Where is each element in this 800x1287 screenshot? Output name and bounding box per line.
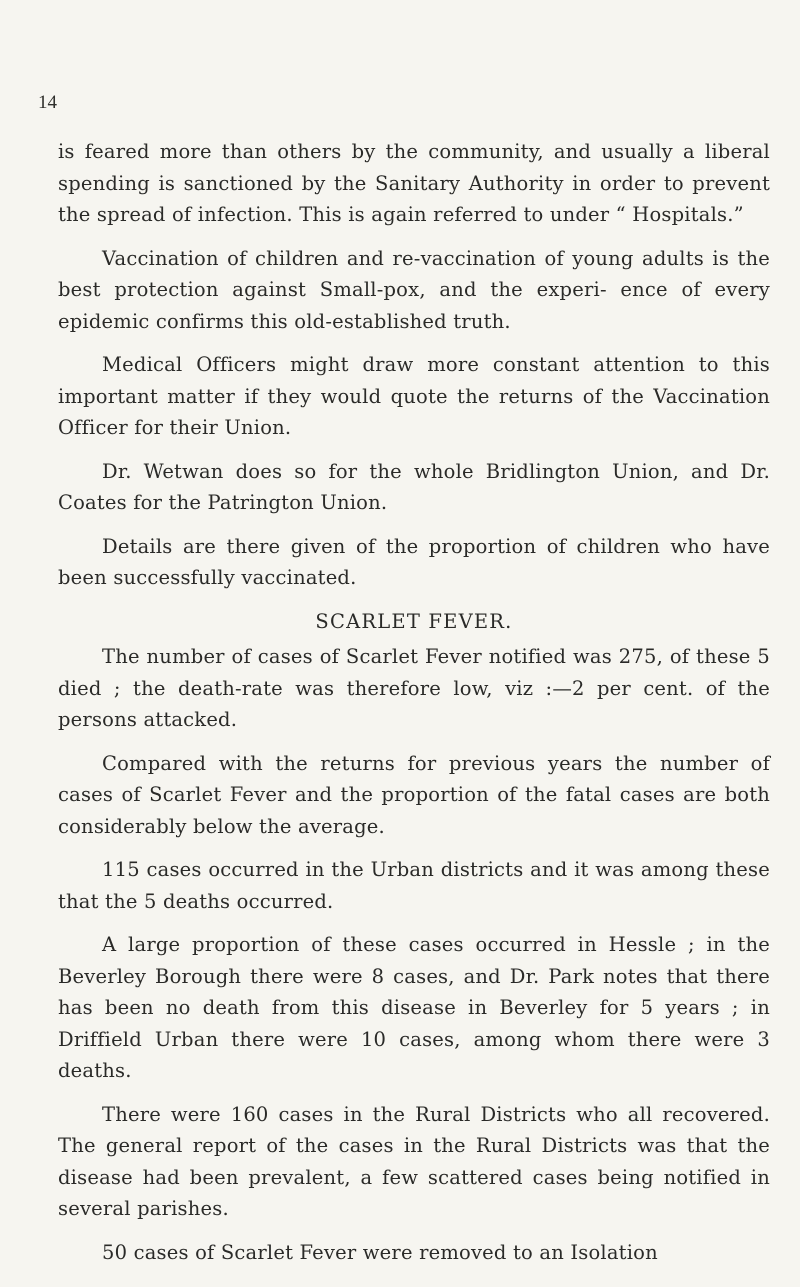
paragraph-1: is feared more than others by the community, and usually a liberal spending is sanctioned by the Sanitary Authority in order to prevent the spread of infection. This is again referred to under “ Hospitals.”	[58, 140, 770, 226]
section-heading: SCARLET FEVER.	[315, 609, 513, 633]
document-body	[58, 136, 770, 1280]
section-paragraph-1: The number of cases of Scarlet Fever notified was 275, of these 5 died ; the death-rate was therefore low, viz :—2 per cent. of the persons attacked.	[58, 645, 770, 731]
section-paragraph-2: Compared with the returns for previous years the number of cases of Scarlet Fever and the proportion of the fatal cases are both considerably below the average.	[58, 751, 770, 838]
page-number: 14	[38, 92, 57, 113]
section-paragraph-4: A large proportion of these cases occurred in Hessle ; in the Beverley Borough there were 8 cases, and Dr. Park notes that there has been no death from this disease in Beverley for 5 years ; in Driffield Urban there were 10 cases, among whom there were 3 deaths.	[58, 933, 770, 1082]
paragraph-2: Vaccination of children and re-vaccination of young adults is the best protection against Small-pox, and the experi- ence of every epidemic confirms this old-established truth.	[58, 246, 770, 333]
paragraph-3: Medical Officers might draw more constant attention to this important matter if they would quote the returns of the Vaccination Officer for their Union.	[58, 353, 770, 439]
section-paragraph-3: 115 cases occurred in the Urban districts and it was among these that the 5 deaths occurred.	[58, 858, 770, 913]
paragraph-4: Dr. Wetwan does so for the whole Bridlington Union, and Dr. Coates for the Patrington Union.	[58, 459, 770, 514]
section-paragraph-5: There were 160 cases in the Rural Districts who all recovered. The general report of the cases in the Rural Districts was that the disease had been prevalent, a few scattered cases being notified in several parishes.	[58, 1102, 770, 1220]
section-paragraph-6: 50 cases of Scarlet Fever were removed to an Isolation	[102, 1240, 658, 1264]
paragraph-5: Details are there given of the proportion of children who have been successfully vaccinated.	[58, 534, 770, 589]
